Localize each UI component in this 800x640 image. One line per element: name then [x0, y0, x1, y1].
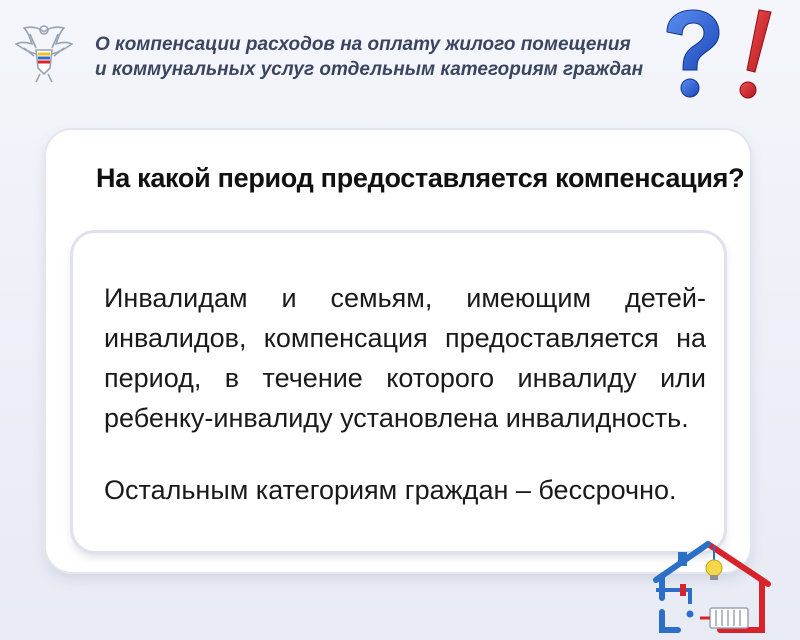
- answer-paragraph-1: Инвалидам и семьям, имеющим детей-инвалидов, компенсация предоставляется на период, в течение которого инвалиду или ребенку-инвалиду установлена инвалидность.: [104, 283, 706, 433]
- house-utilities-icon: [650, 538, 776, 634]
- header-title-line-1: О компенсации расходов на оплату жилого помещения: [95, 34, 631, 55]
- question-mark-icon: [655, 6, 725, 102]
- header-title: [95, 32, 655, 82]
- emblem-icon: [10, 18, 78, 86]
- answer-paragraph-2: Остальным категориям граждан – бессрочно.: [104, 475, 677, 505]
- header-title-line-2: и коммунальных услуг отдельным категориям граждан: [95, 59, 644, 80]
- question-heading: На какой период предоставляется компенсация?: [96, 163, 745, 193]
- exclamation-mark-icon: [735, 6, 775, 102]
